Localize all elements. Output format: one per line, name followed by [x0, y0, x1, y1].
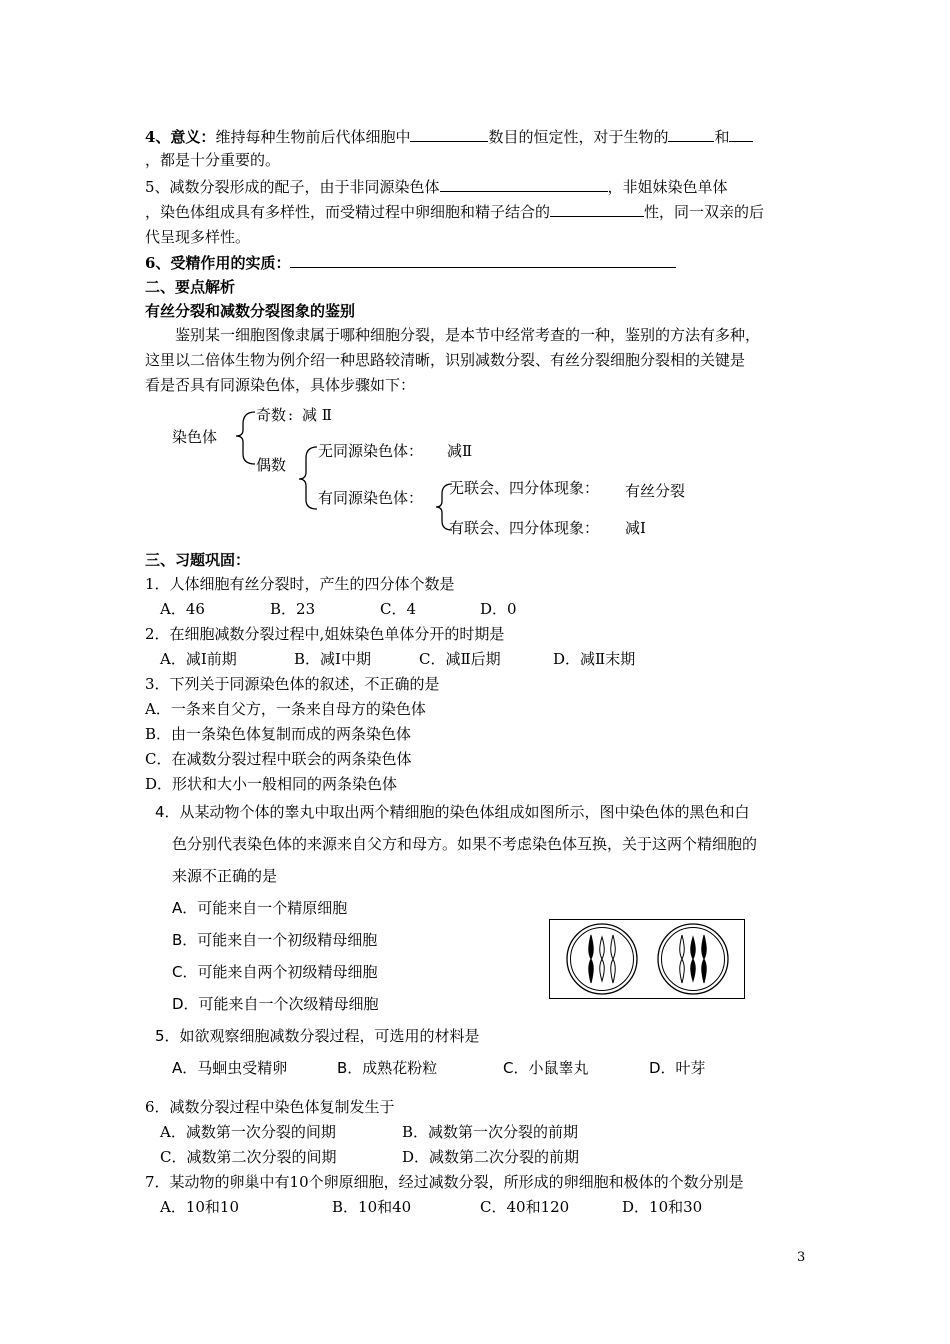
q4-stem-3: 来源不正确的是 [172, 867, 278, 885]
q4-option-b[interactable]: B．可能来自一个初级精母细胞 [172, 931, 378, 949]
q1-option-d[interactable]: D．0 [480, 600, 517, 618]
tree-no-synapsis: 无联会、四分体现象： [449, 479, 600, 497]
section-2-heading: 二、要点解析 [145, 278, 236, 296]
q6-options-row-2 [160, 1146, 579, 1168]
tree-synapsis: 有联会、四分体现象： [449, 519, 600, 537]
q3-option-a[interactable]: A．一条来自父方，一条来自母方的染色体 [145, 700, 426, 718]
analysis-para-2: 这里以二倍体生物为例介绍一种思路较清晰，识别减数分裂、有丝分裂细胞分裂相的关键是 [145, 351, 746, 369]
tree-no-homolog-result: 减Ⅱ [447, 442, 473, 460]
q7-option-d[interactable]: D．10和30 [622, 1198, 703, 1216]
q4-option-d[interactable]: D．可能来自一个次级精母细胞 [172, 995, 379, 1013]
tree-homolog: 有同源染色体： [318, 489, 424, 507]
tree-synapsis-result: 减Ⅰ [625, 519, 646, 537]
tree-root: 染色体 [172, 428, 218, 446]
q3-option-c[interactable]: C．在减数分裂过程中联会的两条染色体 [145, 750, 412, 768]
q1-option-c[interactable]: C．4 [380, 600, 417, 618]
q4-figure [549, 919, 745, 999]
q7-option-a[interactable]: A．10和10 [160, 1198, 240, 1216]
line-5: 5、减数分裂形成的配子，由于非同源染色体 ，非姐妹染色单体 [145, 178, 728, 196]
line-4: 4、意义：维持每种生物前后代体细胞中 数目的恒定性，对于生物的 和 [145, 126, 753, 148]
tree-odd: 奇数 [256, 406, 287, 424]
tree-odd-result: 减 Ⅱ [302, 406, 332, 424]
analysis-para-3: 看是否具有同源染色体，具体步骤如下： [145, 376, 416, 394]
q6-option-d[interactable]: D．减数第二次分裂的前期 [402, 1148, 580, 1166]
q4-option-c[interactable]: C．可能来自两个初级精母细胞 [172, 963, 378, 981]
q2-option-b[interactable]: B．减Ⅰ中期 [294, 650, 371, 668]
q5-option-b[interactable]: B．成熟花粉粒 [337, 1059, 438, 1077]
brace-even [299, 447, 317, 509]
q7-option-b[interactable]: B．10和40 [332, 1198, 412, 1216]
q3-option-b[interactable]: B．由一条染色体复制而成的两条染色体 [145, 725, 412, 743]
q7-stem: 7．某动物的卵巢中有10个卵原细胞，经过减数分裂，所形成的卵细胞和极体的个数分别是 [145, 1173, 744, 1191]
q6-option-c[interactable]: C．减数第二次分裂的间期 [160, 1148, 337, 1166]
line-4-label: 4、意义： [145, 128, 216, 146]
tree-no-synapsis-result: 有丝分裂 [625, 482, 686, 500]
analysis-para-1: 鉴别某一细胞图像隶属于哪种细胞分裂，是本节中经常考查的一种，鉴别的方法有多种， [175, 326, 761, 344]
tree-no-homolog: 无同源染色体： [318, 442, 424, 460]
q4-stem-2: 色分别代表染色体的来源来自父方和母方。如果不考虑染色体互换，关于这两个精细胞的 [172, 835, 758, 853]
q6-options-row-1 [160, 1121, 578, 1143]
line-5-cont: ，染色体组成具有多样性，而受精过程中卵细胞和精子结合的 性，同一双亲的后 [145, 203, 765, 221]
q1-options [160, 598, 517, 620]
q2-options [160, 648, 635, 670]
q5-options [172, 1057, 706, 1079]
q2-option-d[interactable]: D．减Ⅱ末期 [553, 650, 636, 668]
q4-option-a[interactable]: A．可能来自一个精原细胞 [172, 899, 348, 917]
q2-option-a[interactable]: A．减Ⅰ前期 [160, 650, 237, 668]
q5-stem: 5．如欲观察细胞减数分裂过程，可选用的材料是 [155, 1027, 480, 1045]
q1-option-a[interactable]: A．46 [160, 600, 205, 618]
brace-root [236, 412, 255, 464]
q5-option-c[interactable]: C．小鼠睾丸 [503, 1059, 589, 1077]
q1-option-b[interactable]: B．23 [270, 600, 316, 618]
section-3-heading: 三、习题巩固： [145, 551, 251, 569]
q5-option-d[interactable]: D．叶芽 [649, 1059, 706, 1077]
q3-stem: 3．下列关于同源染色体的叙述，不正确的是 [145, 675, 440, 693]
q4-stem-1: 4．从某动物个体的睾丸中取出两个精细胞的染色体组成如图所示，图中染色体的黑色和白 [155, 803, 750, 821]
q2-stem: 2．在细胞减数分裂过程中,姐妹染色单体分开的时期是 [145, 625, 505, 643]
q3-option-d[interactable]: D．形状和大小一般相同的两条染色体 [145, 775, 398, 793]
q1-stem: 1．人体细胞有丝分裂时，产生的四分体个数是 [145, 575, 455, 593]
q6-stem: 6．减数分裂过程中染色体复制发生于 [145, 1098, 395, 1116]
q6-option-b[interactable]: B．减数第一次分裂的前期 [402, 1123, 579, 1141]
q7-options [160, 1196, 702, 1218]
tree-even: 偶数 [256, 456, 287, 474]
section-2-subheading: 有丝分裂和减数分裂图象的鉴别 [145, 302, 356, 320]
q7-option-c[interactable]: C．40和120 [480, 1198, 570, 1216]
q6-option-a[interactable]: A．减数第一次分裂的间期 [160, 1123, 336, 1141]
q5-option-a[interactable]: A．马蛔虫受精卵 [172, 1059, 288, 1077]
tree-braces [0, 0, 950, 560]
q2-option-c[interactable]: C．减Ⅱ后期 [419, 650, 501, 668]
line-5-cont2: 代呈现多样性。 [145, 228, 251, 246]
page-number: 3 [797, 1250, 806, 1265]
line-4-cont: ，都是十分重要的。 [145, 151, 281, 169]
line-6-label: 6、受精作用的实质： [145, 254, 291, 272]
